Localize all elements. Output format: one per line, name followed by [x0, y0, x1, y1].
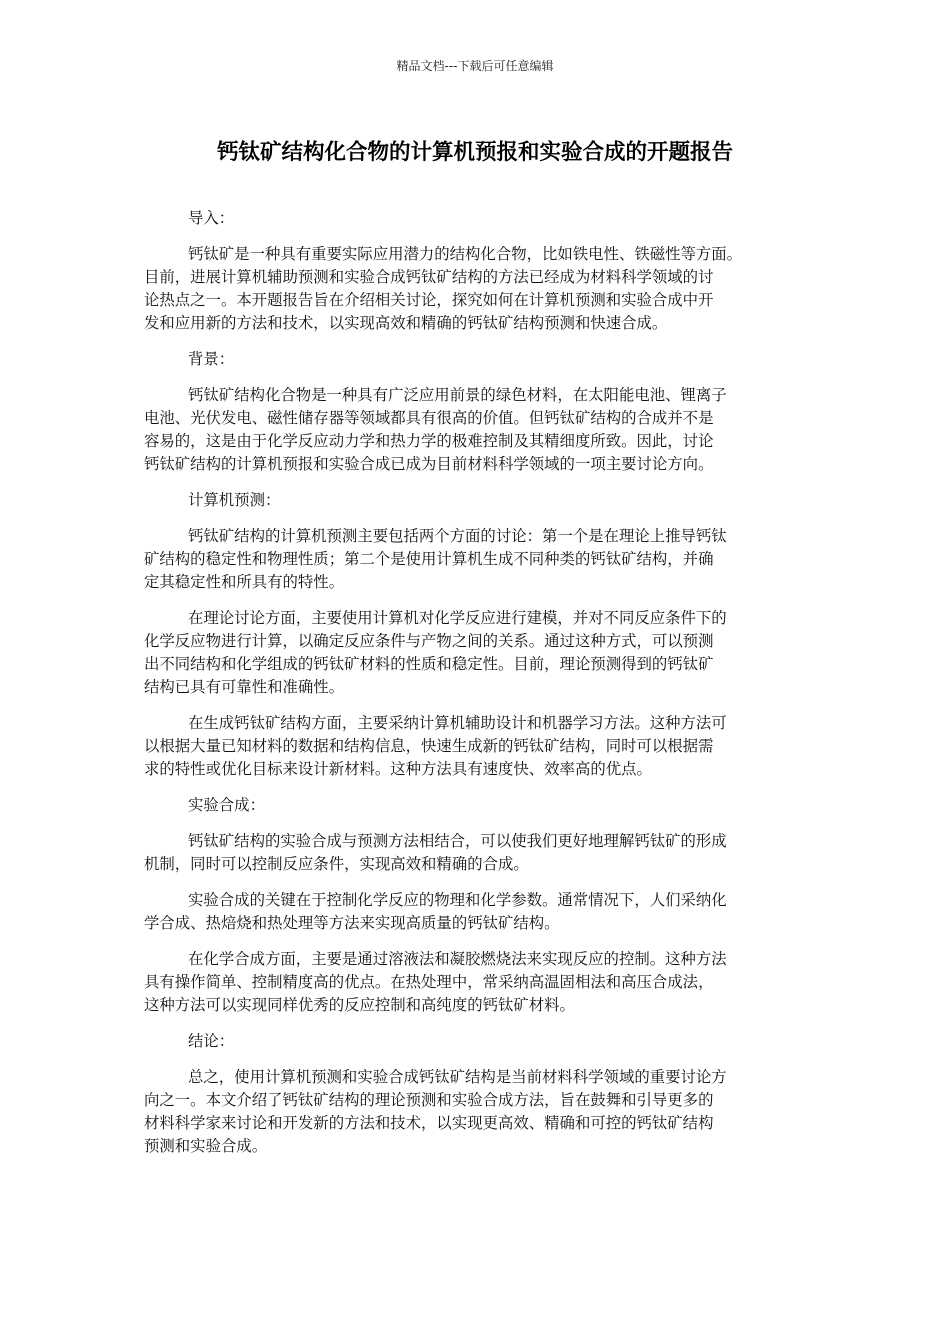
paragraph-line: 钙钛矿结构的计算机预测主要包括两个方面的讨论：第一个是在理论上推导钙钛: [188, 527, 727, 545]
paragraph-line: 总之，使用计算机预测和实验合成钙钛矿结构是当前材料科学领域的重要讨论方: [188, 1068, 727, 1086]
paragraph: [144, 712, 806, 781]
paragraph-line: 钙钛矿结构的实验合成与预测方法相结合，可以使我们更好地理解钙钛矿的形成: [188, 832, 727, 850]
document-title: 钙钛矿结构化合物的计算机预报和实验合成的开题报告: [216, 140, 733, 165]
section-heading: 背景：: [188, 350, 235, 368]
section-heading: 实验合成：: [188, 796, 265, 814]
paragraph: [144, 525, 806, 594]
paragraph-line: 电池、光伏发电、磁性储存器等领域都具有很高的价值。但钙钛矿结构的合成并不是: [144, 409, 714, 427]
paragraph-line: 以根据大量已知材料的数据和结构信息，快速生成新的钙钛矿结构，同时可以根据需: [144, 737, 714, 755]
paragraph-line: 化学反应物进行计算，以确定反应条件与产物之间的关系。通过这种方式，可以预测: [144, 632, 714, 650]
paragraph-line: 矿结构的稳定性和物理性质；第二个是使用计算机生成不同种类的钙钛矿结构，并确: [144, 550, 714, 568]
paragraph: [144, 889, 806, 935]
paragraph-line: 钙钛矿结构化合物是一种具有广泛应用前景的绿色材料，在太阳能电池、锂离子: [188, 386, 727, 404]
section-heading: 导入：: [188, 209, 235, 227]
paragraph-line: 容易的，这是由于化学反应动力学和热力学的极难控制及其精细度所致。因此，讨论: [144, 432, 714, 450]
paragraph-line: 求的特性或优化目标来设计新材料。这种方法具有速度快、效率高的优点。: [144, 760, 652, 778]
paragraph-line: 机制，同时可以控制反应条件，实现高效和精确的合成。: [144, 855, 529, 873]
paragraph-line: 预测和实验合成。: [144, 1137, 268, 1155]
paragraph: [144, 830, 806, 876]
paragraph-line: 发和应用新的方法和技术，以实现高效和精确的钙钛矿结构预测和快速合成。: [144, 314, 668, 332]
paragraph: [144, 1066, 806, 1158]
paragraph-line: 这种方法可以实现同样优秀的反应控制和高纯度的钙钛矿材料。: [144, 996, 575, 1014]
paragraph-line: 钙钛矿是一种具有重要实际应用潜力的结构化合物，比如铁电性、铁磁性等方面。: [188, 245, 743, 263]
paragraph-line: 论热点之一。本开题报告旨在介绍相关讨论，探究如何在计算机预测和实验合成中开: [144, 291, 714, 309]
paragraph-line: 在理论讨论方面，主要使用计算机对化学反应进行建模，并对不同反应条件下的: [188, 609, 727, 627]
header-note: 精品文档---下载后可任意编辑: [396, 59, 554, 73]
paragraph: [144, 243, 806, 335]
paragraph-line: 实验合成的关键在于控制化学反应的物理和化学参数。通常情况下，人们采纳化: [188, 891, 727, 909]
paragraph-line: 目前，进展计算机辅助预测和实验合成钙钛矿结构的方法已经成为材料科学领域的讨: [144, 268, 714, 286]
paragraph-line: 学合成、热焙烧和热处理等方法来实现高质量的钙钛矿结构。: [144, 914, 560, 932]
paragraph-line: 具有操作简单、控制精度高的优点。在热处理中，常采纳高温固相法和高压合成法，: [144, 973, 714, 991]
section-heading: 结论：: [188, 1032, 235, 1050]
paragraph: [144, 384, 806, 476]
paragraph-line: 向之一。本文介绍了钙钛矿结构的理论预测和实验合成方法，旨在鼓舞和引导更多的: [144, 1091, 714, 1109]
paragraph-line: 材料科学家来讨论和开发新的方法和技术，以实现更高效、精确和可控的钙钛矿结构: [144, 1114, 714, 1132]
paragraph-line: 定其稳定性和所具有的特性。: [144, 573, 345, 591]
paragraph-line: 在化学合成方面，主要是通过溶液法和凝胶燃烧法来实现反应的控制。这种方法: [188, 950, 727, 968]
paragraph-line: 出不同结构和化学组成的钙钛矿材料的性质和稳定性。目前，理论预测得到的钙钛矿: [144, 655, 714, 673]
paragraph: [144, 607, 806, 699]
paragraph-line: 钙钛矿结构的计算机预报和实验合成已成为目前材料科学领域的一项主要讨论方向。: [144, 455, 714, 473]
paragraph-line: 在生成钙钛矿结构方面，主要采纳计算机辅助设计和机器学习方法。这种方法可: [188, 714, 727, 732]
paragraph-line: 结构已具有可靠性和准确性。: [144, 678, 345, 696]
section-heading: 计算机预测：: [188, 491, 281, 509]
paragraph: [144, 948, 806, 1017]
document-body: [144, 207, 806, 1171]
